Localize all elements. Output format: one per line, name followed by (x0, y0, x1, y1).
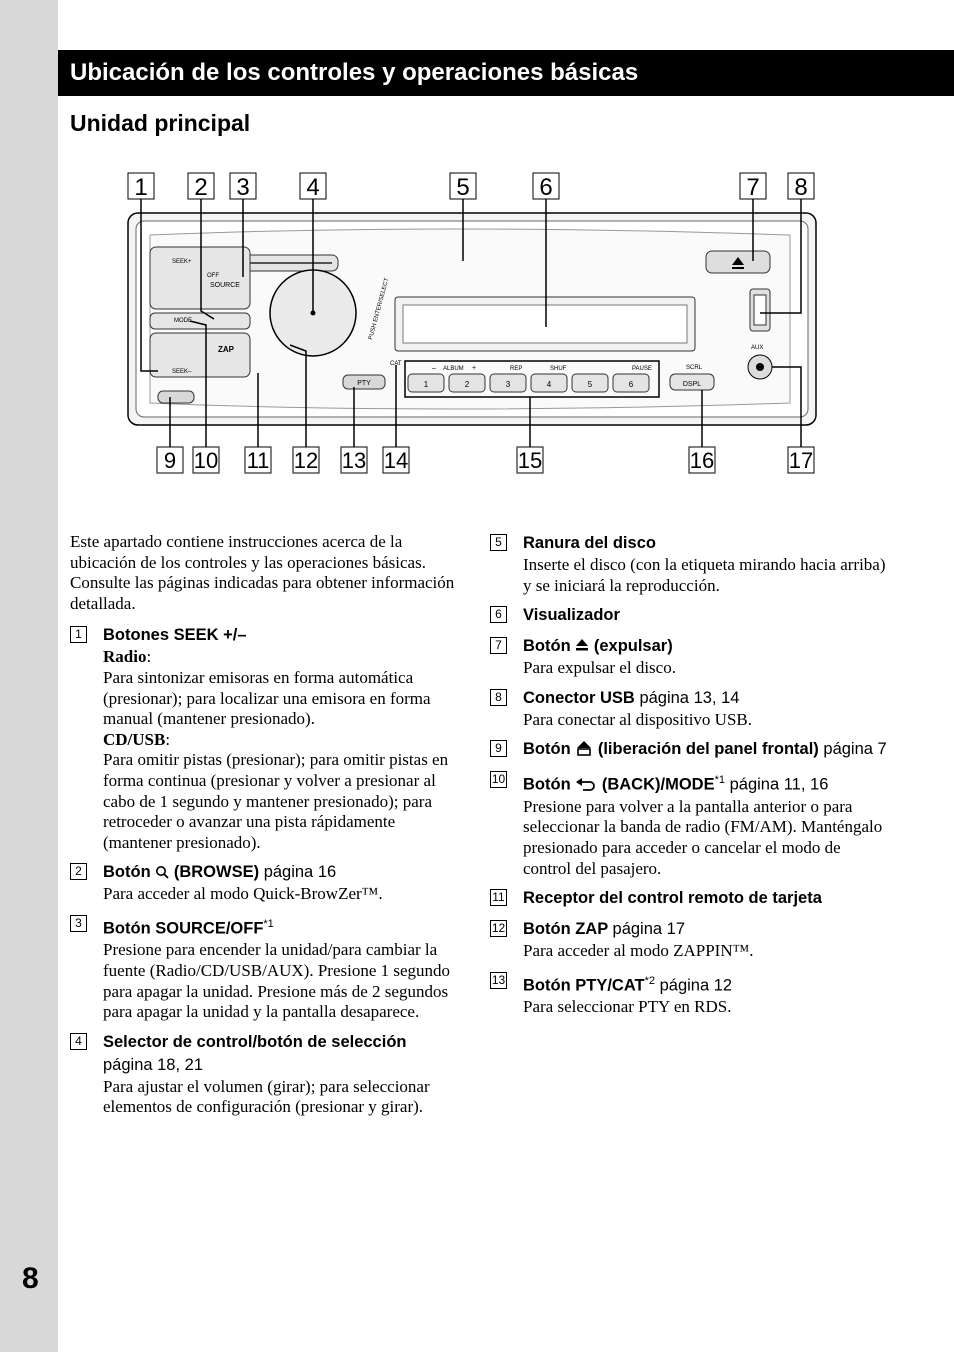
svg-text:10: 10 (193, 448, 219, 473)
item-body: Para expulsar el disco. (523, 658, 676, 678)
page-ref: página 11, 16 (729, 775, 829, 794)
page-ref: página 7 (823, 740, 887, 759)
item-body: Para ajustar el volumen (girar); para seleccionar elementos de configuración (presionar y girar). (103, 1076, 430, 1117)
callout-1 (128, 173, 154, 201)
item-heading: Conector USB página 13, 14 (523, 688, 740, 707)
callout-6 (533, 173, 559, 201)
svg-text:1: 1 (134, 174, 148, 201)
svg-text:SEEK+: SEEK+ (172, 259, 192, 265)
svg-text:SCRL: SCRL (686, 365, 703, 371)
cd-label: CD/USB (103, 729, 166, 749)
svg-text:7: 7 (746, 174, 760, 201)
callout-4 (300, 173, 326, 201)
back-icon (575, 778, 597, 792)
svg-text:+: + (472, 365, 477, 372)
panel-release-icon (575, 740, 593, 756)
callout-9 (157, 447, 183, 473)
main-unit-diagram (110, 165, 830, 485)
page-ref: página 17 (612, 920, 686, 939)
svg-text:SEEK–: SEEK– (172, 369, 192, 375)
svg-text:PUSH ENTER/SELECT: PUSH ENTER/SELECT (368, 277, 391, 341)
svg-text:15: 15 (517, 448, 543, 473)
svg-text:17: 17 (788, 448, 814, 473)
callout-5 (450, 173, 476, 201)
svg-text:–: – (432, 365, 436, 372)
callout-15 (517, 447, 543, 473)
page-ref: página 18, 21 (103, 1055, 204, 1074)
svg-text:1: 1 (423, 380, 429, 389)
intro-paragraph: Consulte las páginas indicadas para obtener información detallada. (70, 573, 455, 613)
side-strip (0, 0, 58, 1352)
item-number: 1 (70, 626, 87, 643)
item-body: Presione para encender la unidad/para cambiar la fuente (Radio/CD/USB/AUX). Presione 1 segundo para apagar la unidad. Presione más de 2 segundos para apagar la unidad y la pantalla desaparece. (103, 940, 451, 1022)
display-window (395, 297, 695, 351)
callout-13 (341, 447, 367, 473)
item-7 (490, 635, 890, 679)
right-column (490, 532, 890, 1018)
item-6 (490, 604, 890, 627)
item-number: 12 (491, 921, 506, 936)
callout-8 (788, 173, 814, 201)
svg-text:9: 9 (163, 448, 177, 473)
item-body: Para conectar al dispositivo USB. (523, 709, 752, 729)
item-12 (490, 918, 890, 962)
svg-text:8: 8 (794, 174, 808, 201)
svg-text:CAT: CAT (390, 361, 402, 367)
svg-text:3: 3 (236, 174, 250, 201)
svg-text:4: 4 (306, 174, 320, 201)
callout-17 (788, 447, 814, 473)
item-number: 10 (491, 772, 506, 787)
item-heading: Selector de control/botón de selección página 18, 21 (103, 1032, 407, 1074)
svg-text:MODE: MODE (174, 318, 192, 324)
svg-text:PAUSE: PAUSE (632, 366, 652, 372)
callout-2 (188, 173, 214, 201)
svg-text:2: 2 (194, 174, 208, 201)
item-2 (70, 861, 460, 905)
item-5 (490, 532, 890, 596)
svg-text:ALBUM: ALBUM (443, 366, 464, 372)
item-heading: Botón (expulsar) (523, 637, 673, 656)
item-number: 11 (490, 889, 507, 906)
item-4 (70, 1031, 460, 1118)
subsection-title: Unidad principal (70, 110, 251, 136)
item-number: 3 (70, 915, 87, 932)
item-body: Presione para volver a la pantalla anterior o para seleccionar la banda de radio (FM/AM). Manténgalo presionado para acceder o cancelar el modo de control del pasajero. (523, 796, 883, 878)
svg-text:5: 5 (456, 174, 470, 201)
callout-16 (689, 447, 715, 473)
item-1: 1 Botones SEEK +/– Radio: Para sintonizar emisoras en forma automática (presionar); para localizar una emisora en forma manual (mantener presionado). CD/USB: Para omitir pistas (presionar); para omitir pistas en forma continua (presionar y volver a presionar al cabo de 1 segundo y mantener presionado); para retroceder o avanzar una pista rápidamente (mantener presionado). (70, 624, 460, 853)
item-body: Para seleccionar PTY en RDS. (523, 997, 732, 1017)
item-number: 2 (70, 863, 87, 880)
svg-text:ZAP: ZAP (218, 345, 234, 354)
callout-11 (245, 447, 271, 473)
eject-icon (575, 638, 589, 652)
page-ref: página 12 (659, 976, 733, 995)
item-heading: Ranura del disco (523, 534, 656, 552)
intro (70, 532, 460, 614)
item-13 (490, 970, 890, 1018)
svg-text:PTY: PTY (357, 380, 371, 387)
svg-text:REP: REP (510, 366, 523, 372)
item-heading: Botón (liberación del panel frontal) página 7 (523, 740, 887, 759)
callouts-top (128, 173, 814, 201)
svg-text:3: 3 (505, 380, 511, 389)
page-ref: página 13, 14 (639, 688, 740, 707)
svg-text:5: 5 (587, 380, 593, 389)
callouts-bottom (157, 447, 814, 473)
svg-text:11: 11 (246, 448, 270, 473)
item-number: 5 (490, 534, 507, 551)
callout-12 (293, 447, 319, 473)
radio-label: Radio (103, 647, 147, 667)
footnote-ref: *1 (714, 774, 725, 787)
item-body: Para acceder al modo Quick-BrowZer™. (103, 884, 383, 904)
svg-text:SOURCE: SOURCE (210, 282, 240, 289)
svg-text:16: 16 (689, 448, 715, 473)
svg-text:OFF: OFF (207, 273, 219, 279)
item-body: Para acceder al modo ZAPPIN™. (523, 941, 754, 961)
item-8 (490, 687, 890, 731)
svg-text:14: 14 (383, 448, 409, 473)
item-10 (490, 769, 890, 879)
callout-14 (383, 447, 409, 473)
item-heading: Receptor del control remoto de tarjeta (523, 889, 822, 908)
item-number: 8 (490, 689, 507, 706)
svg-text:DSPL: DSPL (682, 381, 702, 388)
item-11 (490, 887, 890, 910)
unit-body (128, 213, 816, 425)
svg-text:AUX: AUX (751, 345, 764, 351)
svg-text:2: 2 (464, 380, 470, 389)
callout-3 (230, 173, 256, 201)
item-9 (490, 738, 890, 761)
callout-10 (193, 447, 219, 473)
svg-text:4: 4 (546, 380, 552, 389)
item-heading: Botones SEEK +/– (103, 626, 247, 645)
intro-paragraph: Este apartado contiene instrucciones acerca de la ubicación de los controles y las operaciones básicas. (70, 532, 426, 572)
svg-text:6: 6 (539, 174, 553, 201)
cd-text: Para omitir pistas (presionar); para omitir pistas en forma continua (presionar y volver a presionar al cabo de 1 segundo y mantener presionado); para retroceder o avanzar una pista rápidamente (mantener presionado). (103, 750, 449, 852)
item-number: 4 (70, 1033, 87, 1050)
page-ref: página 16 (263, 863, 337, 882)
item-number: 7 (490, 637, 507, 654)
item-heading: Botón SOURCE/OFF$^{*1}$ (103, 917, 274, 938)
item-body: Inserte el disco (con la etiqueta mirando hacia arriba) y se iniciará la reproducción. (523, 555, 886, 595)
footnote-ref: *2 (644, 974, 655, 987)
footnote-ref: *1 (263, 917, 274, 930)
item-heading: Botón (BROWSE) página 16 (103, 863, 337, 882)
radio-text: Para sintonizar emisoras en forma automática (presionar); para localizar una emisora en forma manual (mantener presionado). (103, 667, 431, 729)
aux-jack (748, 355, 772, 379)
svg-text:SHUF: SHUF (550, 366, 567, 372)
item-number: 13 (491, 972, 506, 987)
item-3 (70, 913, 460, 1023)
item-heading: Botón PTY/CAT$^{*2}$ página 12 (523, 974, 733, 995)
page-number: 8 (22, 1262, 39, 1295)
item-heading: Botón ZAP página 17 (523, 920, 686, 939)
browse-icon (155, 865, 169, 879)
section-title: Ubicación de los controles y operaciones básicas (58, 50, 954, 96)
usb-connector (750, 289, 770, 331)
left-column (70, 532, 460, 1118)
eject-button (706, 251, 770, 273)
item-heading: Botón (BACK)/MODE$^{*1}$ página 11, 16 (523, 774, 829, 794)
svg-text:12: 12 (293, 448, 319, 473)
callout-7 (740, 173, 766, 201)
item-heading: Visualizador (523, 606, 620, 625)
svg-text:6: 6 (628, 380, 634, 389)
svg-text:13: 13 (341, 448, 367, 473)
item-number: 6 (490, 606, 507, 623)
item-number: 9 (490, 740, 507, 757)
